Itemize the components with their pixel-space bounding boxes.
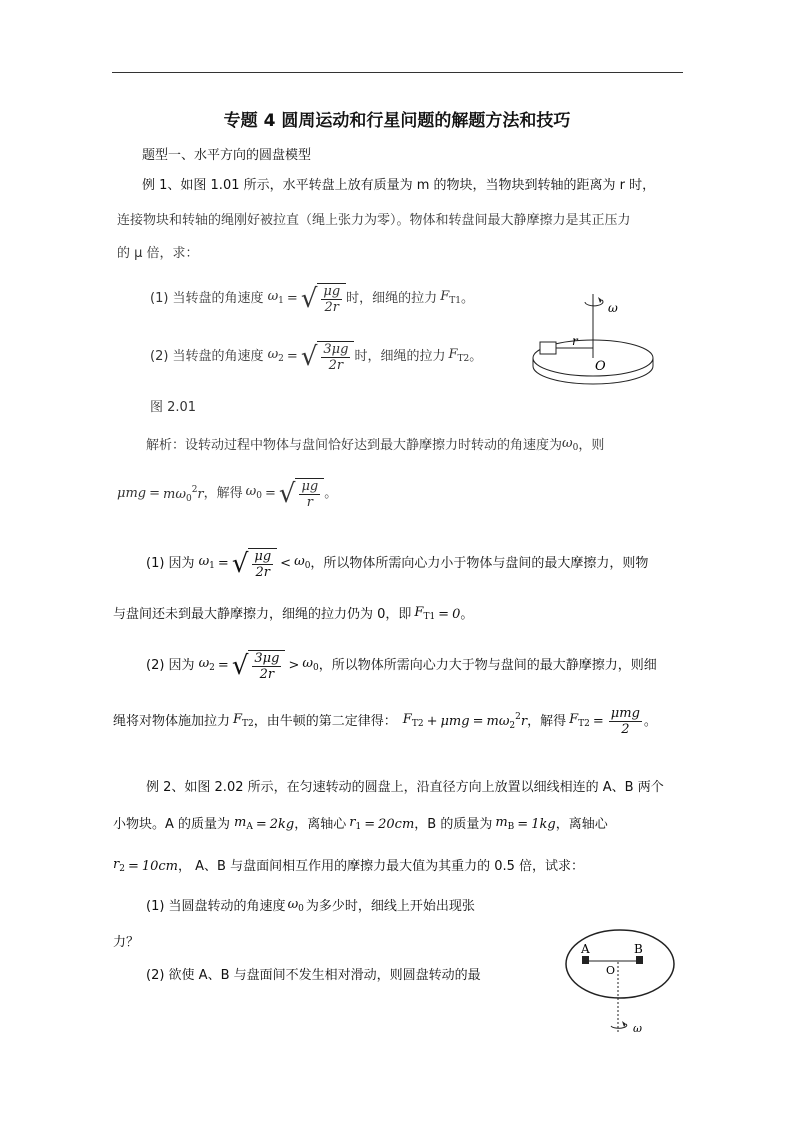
omega-symbol: $\omega_2$ — [267, 347, 284, 364]
analysis-equation: μmg = $m\omega_0^2r$ ，解得 $\omega_0$ = √ $\frac{\mu g}{r}$ 。 — [117, 479, 338, 510]
answer2-line1: (2) 因为 $\omega_2$ = √ $\frac{3\mu g}{2r}$ > $\omega_0$ ，所以物体所需向心力大于物与盘间的最大静摩擦力，则细 — [146, 651, 657, 682]
example1-line3: 的 μ 倍，求： — [117, 246, 199, 261]
example1-question1: (1) 当转盘的角速度 $\omega_1$ = √ $\frac{\mu g}{2r}$ 时，细绳的拉力 $F_{T1}$ 。 — [150, 284, 474, 315]
answer1-line2: 与盘间还未到最大静摩擦力，细绳的拉力仍为 0，即 $F_{T1}$ = 0 。 — [113, 605, 474, 622]
block — [540, 342, 556, 354]
omega-label: ω — [633, 1022, 642, 1035]
example2-line3: $r_2$ = 10cm ， A、B 与盘面间相互作用的摩擦力最大值为其重力的 0.5 倍，试求： — [113, 857, 585, 874]
arrowhead-icon — [622, 1021, 626, 1027]
sqrt-expression: √ $\frac{\mu g}{2r}$ — [301, 283, 346, 315]
omega0-symbol: $\omega_0$ — [562, 436, 579, 453]
analysis-line: 解析：设转动过程中物体与盘间恰好达到最大静摩擦力时转动的角速度为 $\omega_0$ ，则 — [146, 434, 604, 458]
label-b: B — [634, 942, 643, 956]
example2-line2: 小物块。A 的质量为 $m_A$ = 2kg ，离轴心 $r_1$ = 20cm ，B 的质量为 $m_B$ = 1kg ，离轴心 — [113, 815, 608, 832]
example2-question2: (2) 欲使 A、B 与盘面间不发生相对滑动，则圆盘转动的最 — [146, 968, 481, 983]
sqrt-expression: √ $\frac{3\mu g}{2r}$ — [301, 341, 355, 373]
example2-question1-cont: 力？ — [113, 935, 140, 950]
example2-question1: (1) 当圆盘转动的角速度 $\omega_0$ 为多少时，细线上开始出现张 — [146, 897, 475, 914]
arrowhead-icon — [598, 297, 602, 303]
example1-line2: 连接物块和转轴的绳刚好被拉直（绳上张力为零）。物体和转盘间最大静摩擦力是其正压力 — [117, 213, 631, 228]
radius-label: r — [572, 334, 578, 348]
example2-line1: 例 2、如图 2.02 所示，在匀速转动的圆盘上，沿直径方向上放置以细线相连的 A、B 两个 — [146, 780, 664, 795]
label-o: O — [606, 964, 616, 977]
block-b — [636, 956, 643, 964]
tension-symbol: $F_{T2}$ — [448, 347, 470, 364]
omega-label: ω — [608, 301, 618, 315]
center-label: O — [595, 359, 606, 374]
header-rule — [112, 72, 683, 73]
page-title: 专题 4 圆周运动和行星问题的解题方法和技巧 — [223, 111, 571, 131]
omega-symbol: $\omega_1$ — [267, 289, 284, 306]
section-heading: 题型一、水平方向的圆盘模型 — [142, 148, 312, 163]
figure-label: 图 2.01 — [150, 400, 197, 415]
example1-question2: (2) 当转盘的角速度 $\omega_2$ = √ $\frac{3\mu g}{2r}$ 时，细绳的拉力 $F_{T2}$ 。 — [150, 342, 483, 373]
answer2-line2: 绳将对物体施加拉力 $F_{T2}$ ，由牛顿的第二定律得： $F_{T2}$ + μmg = $m\omega_2^2r$ ，解得 $F_{T2}$ = $\frac{\text{μmg}}{2}$ 。 — [113, 706, 657, 737]
block-a — [582, 956, 589, 964]
rotating-disk-figure — [528, 288, 658, 396]
disk-top-view-figure — [560, 922, 686, 1040]
example1-line1: 例 1、如图 1.01 所示，水平转盘上放有质量为 m 的物块，当物块到转轴的距离为 r 时， — [142, 178, 656, 193]
label-a: A — [581, 942, 590, 956]
answer1-line1: (1) 因为 $\omega_1$ = √ $\frac{\mu g}{2r}$ < $\omega_0$ ，所以物体所需向心力小于物体与盘间的最大摩擦力，则物 — [146, 549, 649, 580]
tension-symbol: $F_{T1}$ — [440, 289, 461, 306]
